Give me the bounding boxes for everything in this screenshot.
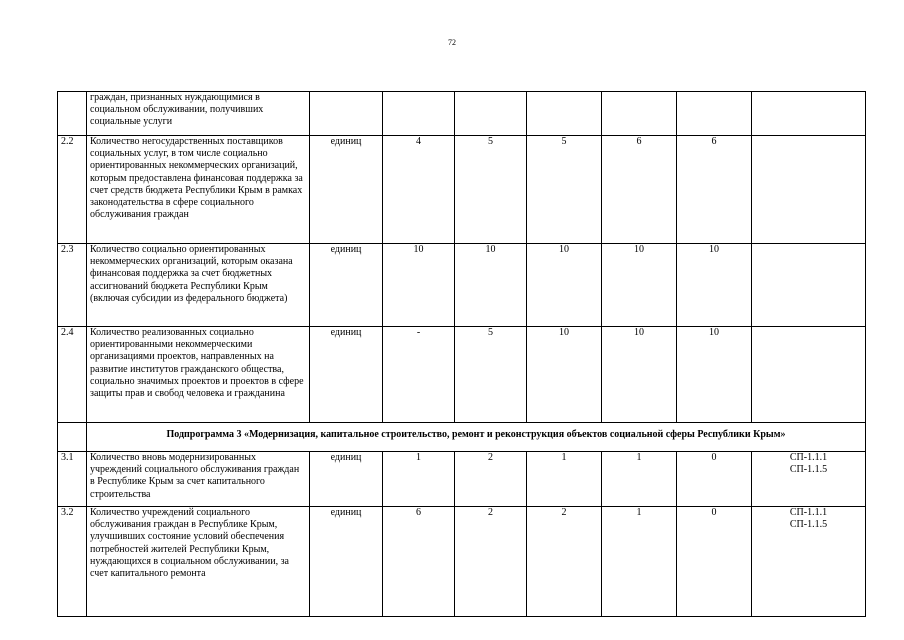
unit-cell: единиц: [310, 327, 383, 423]
value-cell: 0: [677, 452, 752, 507]
row-number: 3.2: [58, 507, 87, 617]
reference-cell: [752, 507, 866, 617]
value-cell: 4: [383, 136, 455, 244]
row-number: [58, 92, 87, 136]
indicator-name: граждан, признанных нуждающимися в социальном обслуживании, получивших социальные услуги: [87, 92, 310, 136]
value-cell: 10: [602, 327, 677, 423]
unit-cell: единиц: [310, 507, 383, 617]
value-cell: 6: [677, 136, 752, 244]
table-row: [58, 244, 866, 327]
subprogram-title: Подпрограмма 3 «Модернизация, капитальное строительство, ремонт и реконструкция объектов социальной сферы Республики Крым»: [87, 423, 866, 452]
value-cell: 2: [455, 452, 527, 507]
row-number: [58, 423, 87, 452]
row-number: 2.3: [58, 244, 87, 327]
value-cell: 10: [677, 244, 752, 327]
value-cell: [677, 92, 752, 136]
table-row: [58, 452, 866, 507]
reference-cell: [752, 452, 866, 507]
value-cell: 1: [602, 452, 677, 507]
value-cell: [527, 92, 602, 136]
value-cell: 10: [677, 327, 752, 423]
value-cell: 2: [455, 507, 527, 617]
indicator-name: Количество негосударственных поставщиков социальных услуг, в том числе социально ориентированных некоммерческих организаций, которым предоставлена финансовая поддержка за счет средств бюджета Республики Крым в рамках законодательства в сфере социального обслуживания граждан: [87, 136, 310, 244]
indicator-name: Количество вновь модернизированных учреждений социального обслуживания граждан в Республике Крым за счет капитального строительства: [87, 452, 310, 507]
indicator-name: Количество социально ориентированных некоммерческих организаций, которым оказана финансовая поддержка за счет бюджетных ассигнований бюджета Республики Крым (включая субсидии из федерального бюджета): [87, 244, 310, 327]
value-cell: 10: [527, 327, 602, 423]
value-cell: 5: [455, 327, 527, 423]
unit-cell: единиц: [310, 136, 383, 244]
indicators-table: [57, 91, 866, 617]
row-number: 2.2: [58, 136, 87, 244]
value-cell: 1: [527, 452, 602, 507]
page-number: 72: [448, 38, 456, 47]
unit-cell: [310, 92, 383, 136]
value-cell: [383, 92, 455, 136]
value-cell: 5: [527, 136, 602, 244]
row-number: 3.1: [58, 452, 87, 507]
value-cell: 10: [527, 244, 602, 327]
reference-code: СП-1.1.1: [789, 507, 828, 518]
table-row: [58, 327, 866, 423]
reference-cell: [752, 92, 866, 136]
value-cell: 5: [455, 136, 527, 244]
table-row: [58, 136, 866, 244]
reference-code: СП-1.1.5: [789, 464, 828, 476]
value-cell: 1: [602, 507, 677, 617]
value-cell: [602, 92, 677, 136]
value-cell: 10: [455, 244, 527, 327]
value-cell: -: [383, 327, 455, 423]
table-row: [58, 92, 866, 136]
reference-cell: [752, 327, 866, 423]
value-cell: 10: [602, 244, 677, 327]
value-cell: 2: [527, 507, 602, 617]
indicator-name: Количество реализованных социально ориентированными некоммерческими организациями проектов, направленных на развитие институтов гражданского общества, социально значимых проектов и проектов в сфере защиты прав и свобод человека и гражданина: [87, 327, 310, 423]
unit-cell: единиц: [310, 244, 383, 327]
indicator-name: Количество учреждений социального обслуживания граждан в Республике Крым, улучшивших состояние условий обеспечения потребностей жителей Республики Крым, нуждающихся в социальном обслуживании, за счет капитального ремонта: [87, 507, 310, 617]
unit-cell: единиц: [310, 452, 383, 507]
reference-code: СП-1.1.1: [789, 452, 828, 463]
value-cell: 6: [602, 136, 677, 244]
reference-cell: [752, 136, 866, 244]
reference-cell: [752, 244, 866, 327]
value-cell: 10: [383, 244, 455, 327]
value-cell: [455, 92, 527, 136]
value-cell: 6: [383, 507, 455, 617]
row-number: 2.4: [58, 327, 87, 423]
value-cell: 0: [677, 507, 752, 617]
table-row: [58, 507, 866, 617]
reference-code: СП-1.1.5: [789, 519, 828, 531]
subprogram-row: [58, 423, 866, 452]
value-cell: 1: [383, 452, 455, 507]
